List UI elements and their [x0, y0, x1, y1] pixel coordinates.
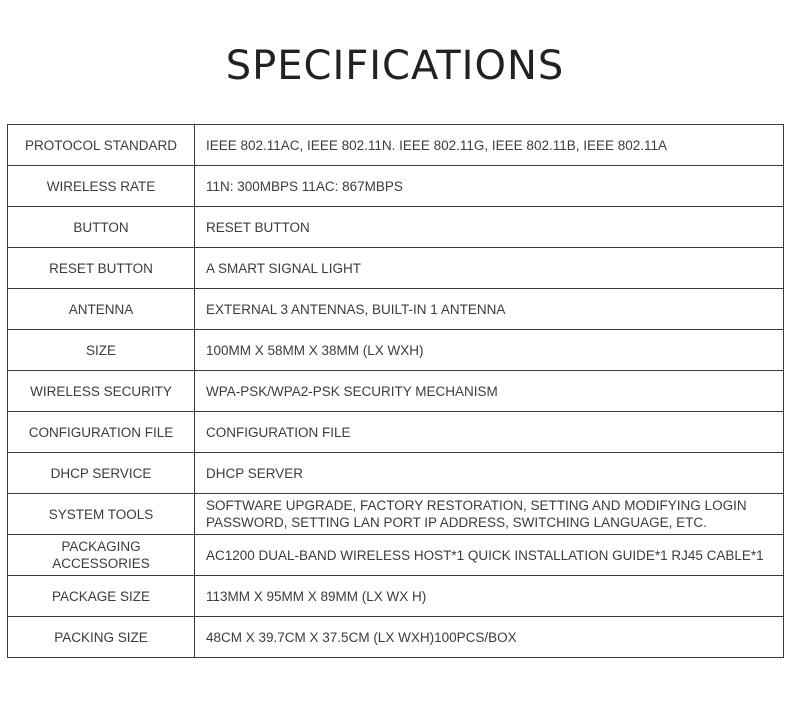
table-row [8, 371, 784, 412]
table-row [8, 207, 784, 248]
table-row [8, 330, 784, 371]
spec-value: 113MM X 95MM X 89MM (LX WX H) [195, 576, 784, 617]
page-title: SPECIFICATIONS [225, 43, 565, 89]
spec-label: BUTTON [8, 207, 195, 248]
spec-label: DHCP SERVICE [8, 453, 195, 494]
table-row [8, 576, 784, 617]
table-row [8, 535, 784, 576]
table-row [8, 125, 784, 166]
spec-label: PROTOCOL STANDARD [8, 125, 195, 166]
spec-value: 48CM X 39.7CM X 37.5CM (LX WXH)100PCS/BOX [195, 617, 784, 658]
spec-value: DHCP SERVER [195, 453, 784, 494]
spec-label: PACKAGE SIZE [8, 576, 195, 617]
spec-value: CONFIGURATION FILE [195, 412, 784, 453]
table-row [8, 289, 784, 330]
spec-value: 11N: 300MBPS 11AC: 867MBPS [195, 166, 784, 207]
table-row [8, 453, 784, 494]
spec-label: SYSTEM TOOLS [8, 494, 195, 535]
spec-label: CONFIGURATION FILE [8, 412, 195, 453]
table-row [8, 617, 784, 658]
spec-label: RESET BUTTON [8, 248, 195, 289]
spec-value: RESET BUTTON [195, 207, 784, 248]
table-row [8, 494, 784, 535]
spec-value: A SMART SIGNAL LIGHT [195, 248, 784, 289]
spec-value: 100MM X 58MM X 38MM (LX WXH) [195, 330, 784, 371]
spec-value: SOFTWARE UPGRADE, FACTORY RESTORATION, SETTING AND MODIFYING LOGIN PASSWORD, SETTING LAN PORT IP ADDRESS, SWITCHING LANGUAGE, ETC. [195, 494, 784, 535]
spec-label: SIZE [8, 330, 195, 371]
spec-label: PACKING SIZE [8, 617, 195, 658]
table-row [8, 248, 784, 289]
spec-value: IEEE 802.11AC, IEEE 802.11N. IEEE 802.11G, IEEE 802.11B, IEEE 802.11A [195, 125, 784, 166]
spec-value: EXTERNAL 3 ANTENNAS, BUILT-IN 1 ANTENNA [195, 289, 784, 330]
spec-label: PACKAGING ACCESSORIES [8, 535, 195, 576]
table-row [8, 166, 784, 207]
table-row [8, 412, 784, 453]
spec-label: ANTENNA [8, 289, 195, 330]
spec-value: WPA-PSK/WPA2-PSK SECURITY MECHANISM [195, 371, 784, 412]
spec-value: AC1200 DUAL-BAND WIRELESS HOST*1 QUICK INSTALLATION GUIDE*1 RJ45 CABLE*1 [195, 535, 784, 576]
spec-label: WIRELESS SECURITY [8, 371, 195, 412]
specifications-table [7, 124, 784, 658]
spec-label: WIRELESS RATE [8, 166, 195, 207]
